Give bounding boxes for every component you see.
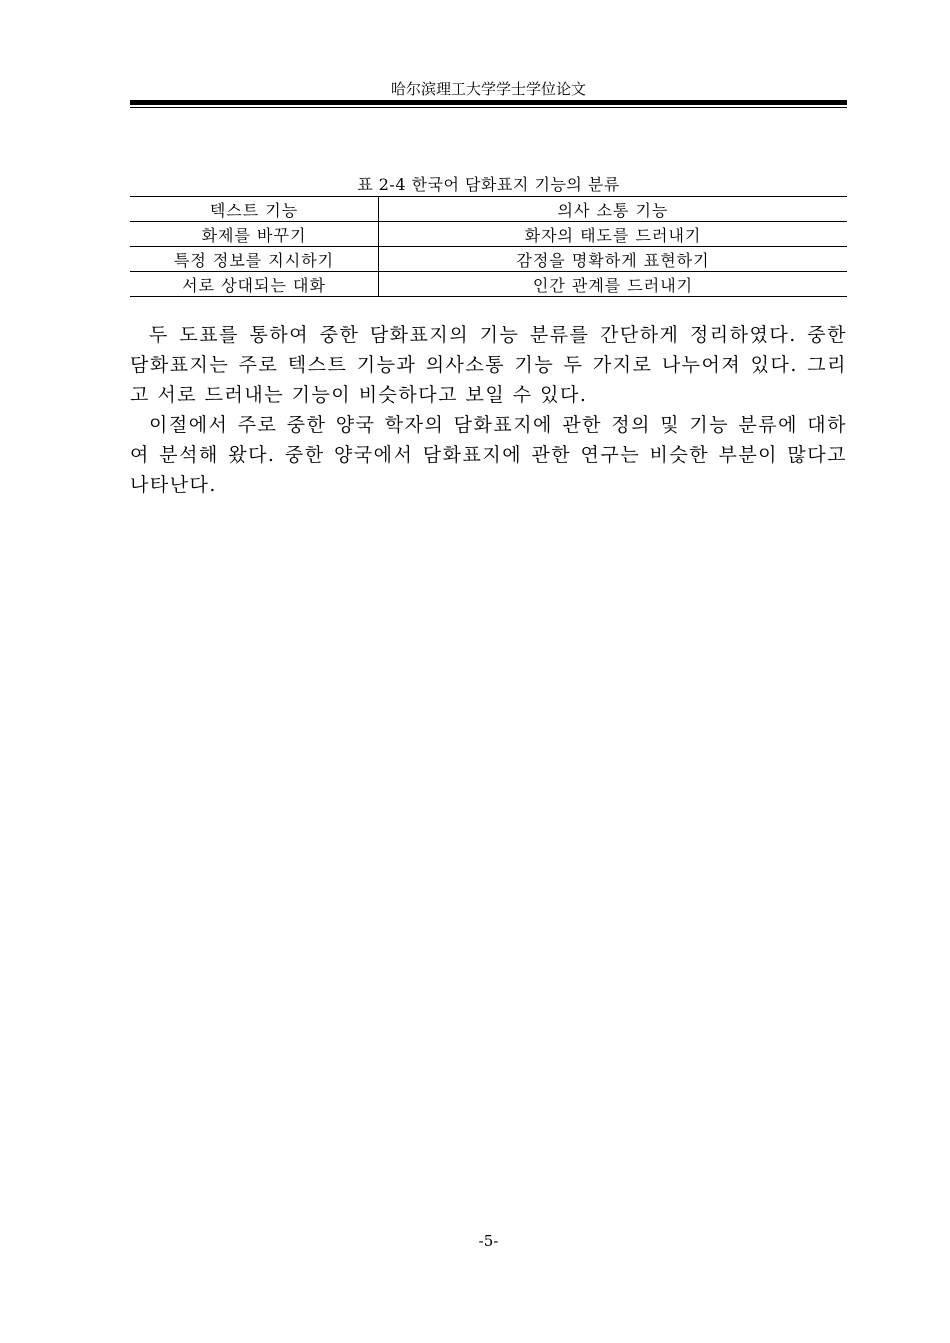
paragraph: 이절에서 주로 중한 양국 학자의 담화표지에 관한 정의 및 기능 분류에 대하여 분석해 왔다. 중한 양국에서 담화표지에 관한 연구는 비슷한 부분이 많다고 나타난다. xyxy=(130,414,847,496)
function-classification-table xyxy=(130,196,847,297)
table-cell: 감정을 명확하게 표현하기 xyxy=(379,247,848,272)
paragraph: 두 도표를 통하여 중한 담화표지의 기능 분류를 간단하게 정리하였다. 중한 담화표지는 주로 텍스트 기능과 의사소통 기능 두 가지로 나누어져 있다. 그리고 서로 드러내는 기능이 비슷하다고 보일 수 있다. xyxy=(130,324,847,406)
table-row xyxy=(130,222,847,247)
body-text xyxy=(130,320,847,500)
table-row xyxy=(130,247,847,272)
table-cell: 서로 상대되는 대화 xyxy=(130,272,379,297)
header-rule-thin xyxy=(130,107,847,108)
table-cell: 특정 정보를 지시하기 xyxy=(130,247,379,272)
table-cell: 화제를 바꾸기 xyxy=(130,222,379,247)
page-number: -5- xyxy=(478,1232,499,1250)
table-header-cell: 의사 소통 기능 xyxy=(379,197,848,222)
header-rule-thick xyxy=(130,100,847,105)
table-header-row xyxy=(130,197,847,222)
table-cell: 인간 관계를 드러내기 xyxy=(379,272,848,297)
table-header-cell: 텍스트 기능 xyxy=(130,197,379,222)
table-caption: 표 2-4 한국어 담화표지 기능의 분류 xyxy=(357,175,620,194)
table-row xyxy=(130,272,847,297)
table-cell: 화자의 태도를 드러내기 xyxy=(379,222,848,247)
running-header: 哈尔滨理工大学学士学位论文 xyxy=(390,80,586,98)
